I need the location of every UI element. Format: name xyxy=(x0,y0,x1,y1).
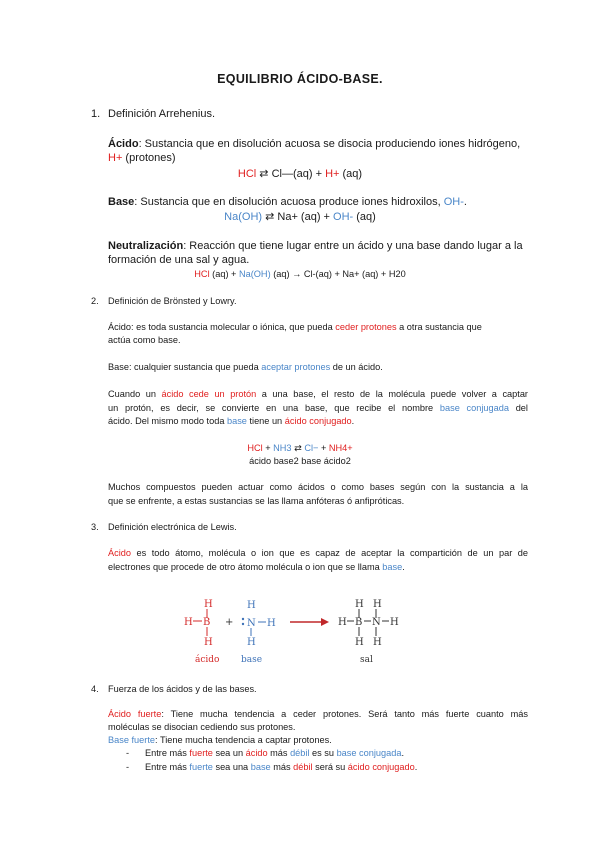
neutralization-definition-line2: formación de una sal y agua. xyxy=(108,254,250,266)
amphoteric-paragraph-line1: Muchos compuestos pueden actuar como ácidos o como bases según con la sustancia a la xyxy=(108,482,528,492)
acid-term: Ácido xyxy=(108,138,139,150)
salt-label: sal xyxy=(360,655,373,665)
arrhenius-acid-definition-line2: H+ (protones) xyxy=(108,152,176,164)
svg-text:B: B xyxy=(355,617,363,628)
section-1-heading: Definición Arrehenius. xyxy=(108,108,216,120)
lewis-reaction-diagram xyxy=(175,590,415,670)
lewis-paragraph-line1: Ácido es todo átomo, molécula o ion que es capaz de aceptar la compartición de un par de xyxy=(108,548,528,558)
acid-atom-h-bottom: H xyxy=(204,637,213,648)
page-title: EQUILIBRIO ÁCIDO-BASE. xyxy=(217,72,383,86)
reaction-plus: + xyxy=(225,617,234,628)
acid-label: ácido xyxy=(195,655,220,665)
base-label: base xyxy=(241,655,263,665)
acid-atom-h-left: H xyxy=(184,617,193,628)
bronsted-base-definition: Base: cualquier sustancia que pueda aceptar protones de un ácido. xyxy=(108,362,383,372)
bronsted-acid-definition-line2: actúa como base. xyxy=(108,335,181,345)
arrhenius-base-definition: Base: Sustancia que en disolución acuosa produce iones hidroxilos, OH-. xyxy=(108,196,467,208)
amphoteric-paragraph-line2: que se enfrente, a estas sustancias se las llama anfóteras ó anfipróticas. xyxy=(108,496,405,506)
conjugate-paragraph-line2: un protón, es decir, se convierte en una base, que recibe el nombre base conjugada del xyxy=(108,403,528,413)
bronsted-equation-labels: ácido base2 base ácido2 xyxy=(249,456,351,466)
svg-text:H: H xyxy=(373,637,382,648)
neutralization-definition: Neutralización: Reacción que tiene lugar entre un ácido y una base dando lugar a la xyxy=(108,240,523,252)
conjugate-paragraph-line3: ácido. Del mismo modo toda base tiene un ácido conjugado. xyxy=(108,416,355,426)
bullet-1: Entre más fuerte sea un ácido más débil es su base conjugada. xyxy=(145,748,405,758)
base-molecule xyxy=(241,600,276,665)
base-atom-h-bottom: H xyxy=(247,637,256,648)
base-term: Base xyxy=(108,196,135,208)
strong-base-line: Base fuerte: Tiene mucha tendencia a captar protones. xyxy=(108,735,332,745)
section-4-number: 4. xyxy=(91,684,99,694)
arrhenius-acid-equation: HCl ⇄ Cl—(aq) + H+ (aq) xyxy=(237,168,363,180)
strong-acid-line2: moléculas se disocian cediendo sus protones. xyxy=(108,722,296,732)
base-atom-h-top: H xyxy=(247,600,256,611)
conjugate-paragraph-line1: Cuando un ácido cede un protón a una base, el resto de la molécula puede volver a captar xyxy=(108,389,528,399)
reaction-arrow xyxy=(290,618,329,626)
bullet-marker-1: - xyxy=(126,748,130,758)
svg-text:H: H xyxy=(390,617,399,628)
svg-text:H: H xyxy=(355,599,364,610)
svg-text:H: H xyxy=(355,637,364,648)
bronsted-acid-definition: Ácido: es toda sustancia molecular o iónica, que pueda ceder protones a otra sustancia que xyxy=(108,322,482,332)
section-3-number: 3. xyxy=(91,522,99,532)
acid-atom-h-top: H xyxy=(204,599,213,610)
svg-text:N: N xyxy=(372,617,381,628)
section-2-heading: Definición de Brönsted y Lowry. xyxy=(108,296,237,306)
strong-acid-line1: Ácido fuerte: Tiene mucha tendencia a ceder protones. Será tanto más fuerte cuanto más xyxy=(108,709,528,719)
lewis-paragraph-line2: electrones que procede de otro átomo molécula o ion que se llama base. xyxy=(108,562,405,572)
svg-text:H: H xyxy=(373,599,382,610)
arrhenius-acid-definition: Ácido: Sustancia que en disolución acuosa se disocia produciendo iones hidrógeno, xyxy=(108,138,521,150)
acid-atom-b: B xyxy=(203,617,211,628)
bullet-2: Entre más fuerte sea una base más débil será su ácido conjugado. xyxy=(145,762,418,772)
section-1-number: 1. xyxy=(91,108,101,120)
section-2-number: 2. xyxy=(91,296,99,306)
acid-molecule xyxy=(184,599,219,665)
svg-text:H: H xyxy=(338,617,347,628)
bronsted-equation: HCl + NH3 ⇄ Cl− + NH4+ xyxy=(247,443,353,453)
section-3-heading: Definición electrónica de Lewis. xyxy=(108,522,237,532)
section-4-heading: Fuerza de los ácidos y de las bases. xyxy=(108,684,257,694)
neutralization-equation: HCl (aq) + Na(OH) (aq) → Cl-(aq) + Na+ (aq) + H20 xyxy=(194,269,406,279)
salt-molecule xyxy=(338,599,399,665)
arrhenius-base-equation: Na(OH) ⇄ Na+ (aq) + OH- (aq) xyxy=(224,211,376,223)
bullet-marker-2: - xyxy=(126,762,130,772)
base-atom-h-right: H xyxy=(267,618,276,629)
neutralization-term: Neutralización xyxy=(108,240,184,252)
base-atom-n: N xyxy=(247,618,256,629)
